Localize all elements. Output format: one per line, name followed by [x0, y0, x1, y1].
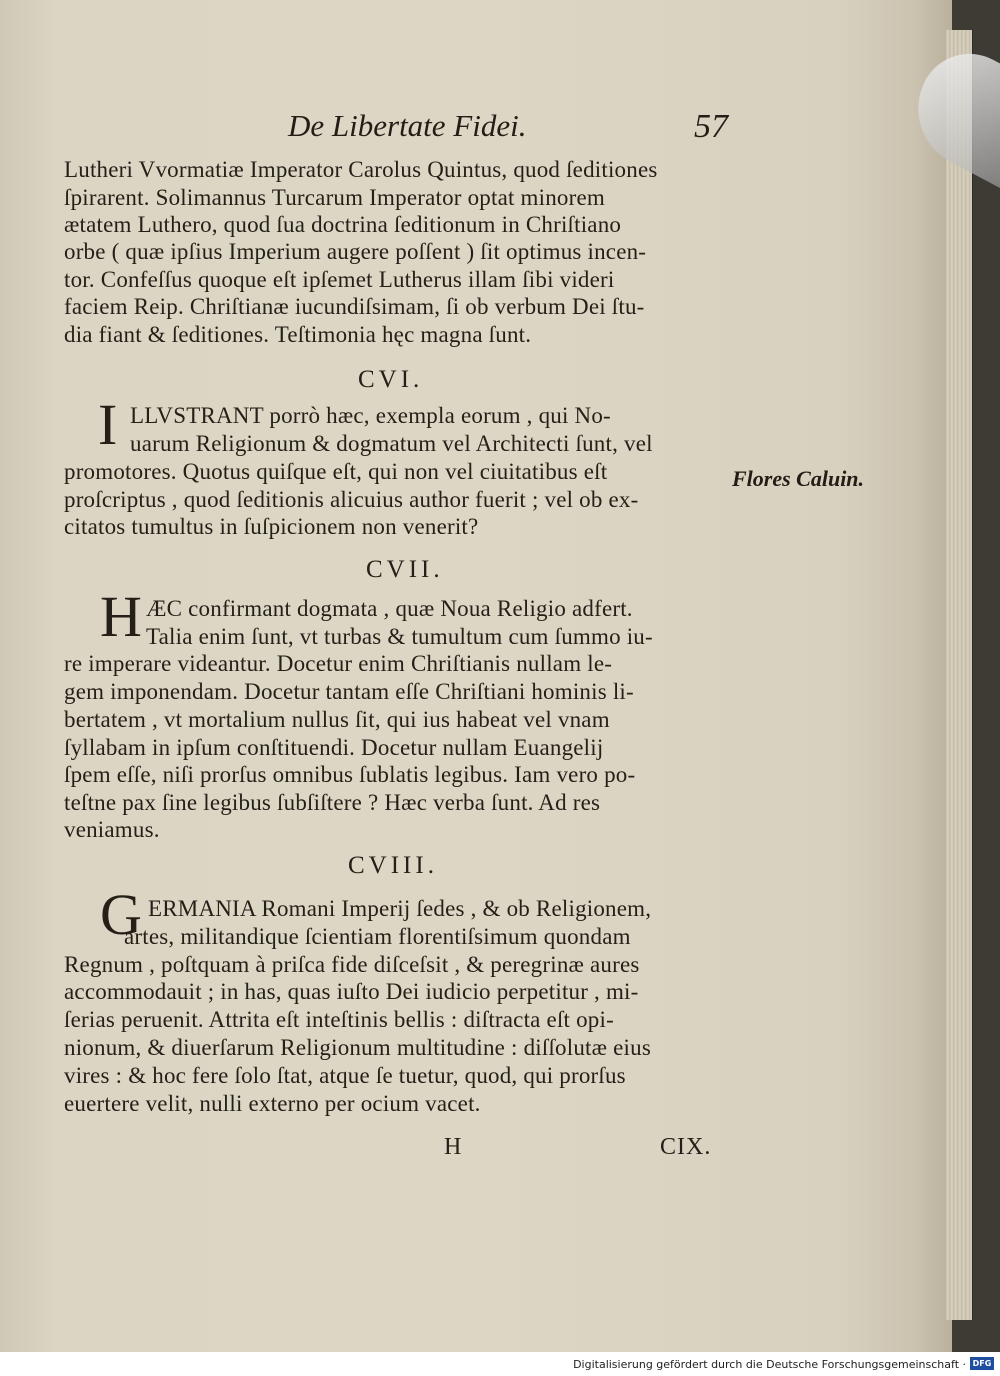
text-line: proſcriptus , quod ſeditionis alicuius author fuerit ; vel ob ex-	[64, 487, 639, 512]
text-line: ſpem eſſe, niſi prorſus omnibus ſublatis legibus. Iam vero po-	[64, 762, 636, 787]
text-line: ÆC confirmant dogmata , quæ Noua Religio adfert.	[146, 596, 633, 621]
section-heading-cvi: CVI.	[358, 366, 424, 393]
text-line: Lutheri Vvormatiæ Imperator Carolus Quintus, quod ſeditiones	[64, 157, 658, 182]
dfg-logo: DFG	[970, 1357, 994, 1370]
drop-cap: I	[98, 392, 118, 457]
text-line: ætatem Luthero, quod ſua doctrina ſeditionum in Chriſtiano	[64, 212, 622, 237]
text-line: vires : & hoc fere ſolo ſtat, atque ſe tuetur, quod, qui prorſus	[64, 1063, 626, 1088]
text-line: ſpirarent. Solimannus Turcarum Imperator optat minorem	[64, 185, 605, 210]
text-line: LLVSTRANT porrò hæc, exempla eorum , qui No-	[130, 403, 611, 428]
text-line: dia fiant & ſeditiones. Teſtimonia hęc magna ſunt.	[64, 322, 532, 347]
text-line: uarum Religionum & dogmatum vel Architecti ſunt, vel	[130, 431, 653, 456]
text-line: artes, militandique ſcientiam florentiſsimum quondam	[124, 924, 631, 949]
section-heading-cviii: CVIII.	[348, 852, 438, 879]
text-line: veniamus.	[64, 817, 160, 842]
text-line: accommodauit ; in has, quas iuſto Dei iudicio perpetitur , mi-	[64, 979, 639, 1004]
drop-cap: G	[100, 882, 142, 947]
text-line: tor. Confeſſus quoque eſt ipſemet Lutherus illam ſibi videri	[64, 267, 615, 292]
signature-mark: H	[444, 1134, 462, 1160]
text-line: Talia enim ſunt, vt turbas & tumultum cum ſummo iu-	[146, 624, 653, 649]
text-line: faciem Reip. Chriſtianæ iucundiſsimam, ſi ob verbum Dei ſtu-	[64, 294, 645, 319]
digitization-credit: Digitalisierung gefördert durch die Deutsche Forschungsgemeinschaft ·	[573, 1358, 966, 1371]
text-line: ERMANIA Romani Imperij ſedes , & ob Religionem,	[148, 896, 652, 921]
text-line: orbe ( quæ ipſius Imperium augere poſſent ) ſit optimus incen-	[64, 239, 647, 264]
running-head: De Libertate Fidei.	[288, 108, 527, 143]
text-line: re imperare videantur. Docetur enim Chriſtianis nullam le-	[64, 651, 613, 676]
catchword: CIX.	[660, 1134, 712, 1160]
section-heading-cvii: CVII.	[366, 556, 444, 583]
text-line: gem imponendam. Docetur tantam eſſe Chriſtiani hominis li-	[64, 679, 634, 704]
page-number: 57	[694, 108, 728, 145]
text-line: Regnum , poſtquam à priſca fide diſceſsit , & peregrinæ aures	[64, 952, 640, 977]
drop-cap: H	[100, 584, 142, 649]
text-line: citatos tumultus in ſuſpicionem non venerit?	[64, 514, 479, 539]
text-line: euertere velit, nulli externo per ocium vacet.	[64, 1091, 481, 1116]
text-line: ſerias peruenit. Attrita eſt inteſtinis bellis : diſtracta eſt opi-	[64, 1007, 614, 1032]
text-line: promotores. Quotus quiſque eſt, qui non vel ciuitatibus eſt	[64, 459, 608, 484]
text-line: ſyllabam in ipſum conſtituendi. Docetur nullam Euangelij	[64, 735, 604, 760]
text-line: teſtne pax ſine legibus ſubſiſtere ? Hæc verba ſunt. Ad res	[64, 790, 601, 815]
text-line: nionum, & diuerſarum Religionum multitudine : diſſolutæ eius	[64, 1035, 651, 1060]
page-fore-edge	[946, 30, 973, 1320]
marginal-note: Flores Caluin.	[732, 466, 865, 491]
text-line: bertatem , vt mortalium nullus ſit, qui ius habeat vel vnam	[64, 707, 610, 732]
